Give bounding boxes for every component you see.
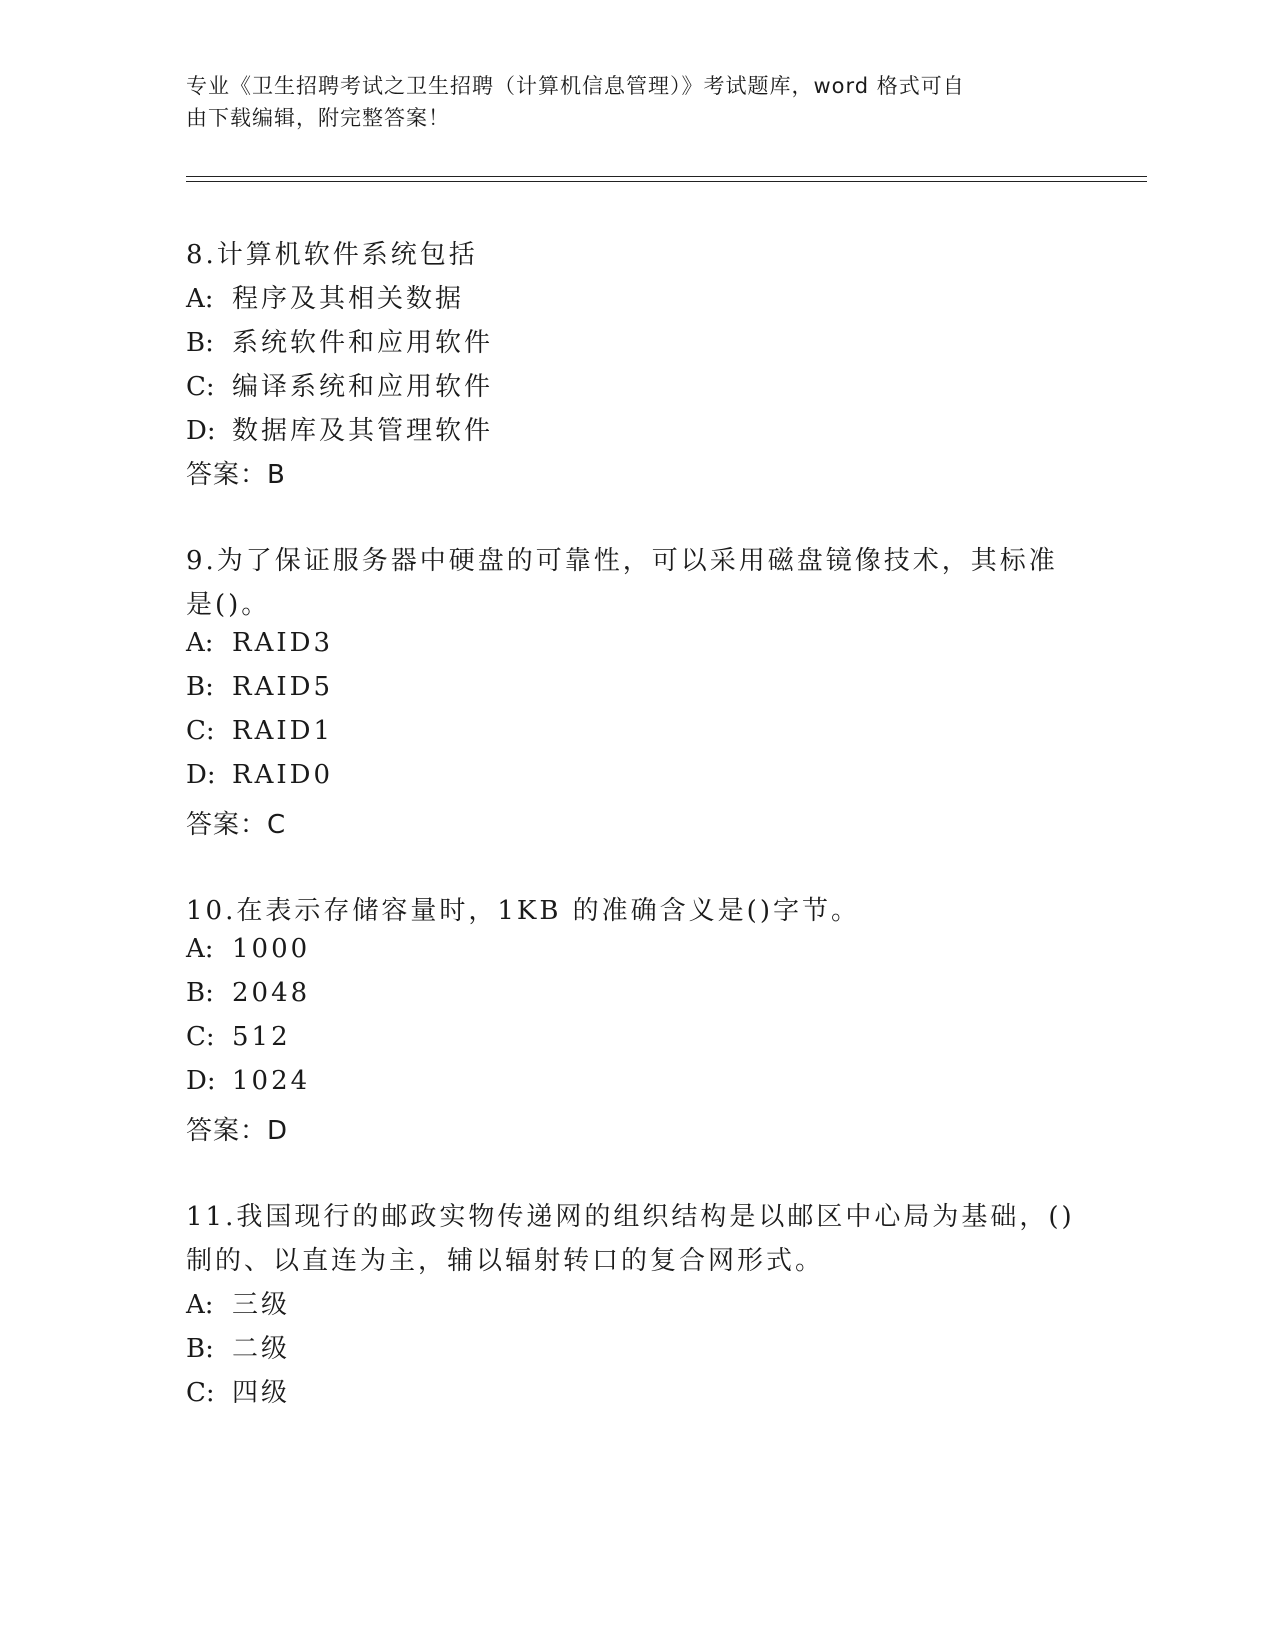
- question-10-option-a: A: 1000: [186, 934, 311, 964]
- question-9-option-b: B: RAID5: [186, 672, 334, 702]
- question-9-title-line-2: 是()。: [186, 590, 271, 620]
- question-8-option-d: D: 数据库及其管理软件: [186, 416, 494, 446]
- question-8-option-a: A: 程序及其相关数据: [186, 284, 465, 314]
- question-9-option-c: C: RAID1: [186, 716, 334, 746]
- question-9-option-d: D: RAID0: [186, 760, 334, 790]
- question-11-option-b: B: 二级: [186, 1334, 291, 1364]
- question-11-option-a: A: 三级: [186, 1290, 291, 1320]
- header-line-2: 由下载编辑，附完整答案！: [186, 106, 450, 130]
- question-9-option-a: A: RAID3: [186, 628, 334, 658]
- question-9-title-line-1: 9.为了保证服务器中硬盘的可靠性，可以采用磁盘镜像技术，其标准: [186, 546, 1058, 576]
- header-line-1: 专业《卫生招聘考试之卫生招聘（计算机信息管理）》考试题库，word 格式可自: [186, 74, 965, 98]
- header-divider-bottom: [186, 181, 1147, 182]
- question-8-option-c: C: 编译系统和应用软件: [186, 372, 494, 402]
- header-divider-top: [186, 176, 1147, 177]
- question-9-answer: 答案：C: [186, 810, 287, 840]
- question-10-option-b: B: 2048: [186, 978, 311, 1008]
- question-11-title-line-2: 制的、以直连为主，辅以辐射转口的复合网形式。: [186, 1246, 825, 1276]
- question-11-option-c: C: 四级: [186, 1378, 291, 1408]
- question-10-option-d: D: 1024: [186, 1066, 311, 1096]
- question-8-option-b: B: 系统软件和应用软件: [186, 328, 494, 358]
- question-10-option-c: C: 512: [186, 1022, 291, 1052]
- question-11-title-line-1: 11.我国现行的邮政实物传递网的组织结构是以邮区中心局为基础，(): [186, 1202, 1075, 1232]
- document-header: [186, 70, 1066, 134]
- question-8-title: 8.计算机软件系统包括: [186, 240, 478, 270]
- question-10-answer: 答案：D: [186, 1116, 289, 1146]
- question-8-answer: 答案：B: [186, 460, 286, 490]
- question-10-title: 10.在表示存储容量时，1KB 的准确含义是()字节。: [186, 896, 860, 926]
